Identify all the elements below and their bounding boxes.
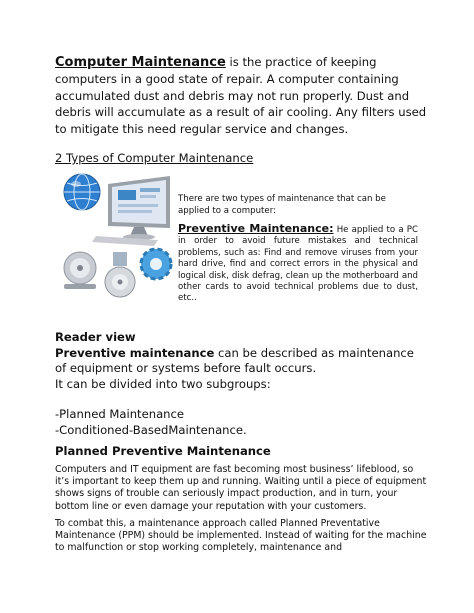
intro-text: is the practice of keeping computers in a good state of repair. A computer containing accumulated dust and debris may not run properly. Dust and debris will accumulate as a result of air cooling. Any filters used to mitigate this need regular service and changes.	[55, 55, 427, 136]
maintenance-illustration	[58, 170, 178, 302]
preventive-definition-term: Preventive maintenance	[55, 345, 215, 360]
subgroup-item: -Planned Maintenance	[55, 407, 185, 422]
types-heading: 2 Types of Computer Maintenance	[55, 151, 254, 165]
preventive-term: Preventive Maintenance:	[178, 222, 334, 235]
monitor-icon	[92, 176, 170, 246]
preventive-description: He applied to a PC in order to avoid future mistakes and technical problems, such as: Find and remove viruses from your hard drive, find and correct errors in the physical and logical disk, disk defrag, clean up the motherboard and other cards to avoid technical problems due to dust, etc..	[178, 225, 418, 304]
globe-icon	[64, 174, 100, 210]
planned-heading: Planned Preventive Maintenance	[55, 444, 271, 458]
body-paragraph: Computers and IT equipment are fast becoming most business’ lifeblood, so it’s important to keep them up and running. Waiting until a piece of equipment shows signs of trouble can seriously impact production, and in turn, your bottom line or even damage your reputation with your customers.	[55, 464, 427, 512]
preventive-maintenance-block	[178, 223, 418, 305]
preventive-definition	[55, 346, 427, 377]
types-lead-text: There are two types of maintenance that can be applied to a computer:	[178, 194, 386, 216]
disc-icon	[64, 252, 96, 289]
preventive-definition-text: can be described as maintenance of equipment or systems before fault occurs.	[55, 345, 414, 376]
subgroups-intro: It can be divided into two subgroups:	[55, 376, 271, 391]
subgroup-item: -Conditioned-BasedMaintenance.	[55, 422, 247, 437]
intro-term: Computer Maintenance	[55, 55, 226, 70]
reader-view-section	[55, 330, 427, 439]
disc-icon	[105, 252, 135, 297]
gear-icon	[141, 249, 171, 279]
body-paragraph: To combat this, a maintenance approach called Planned Preventative Maintenance (PPM) should be implemented. Instead of waiting for the machine to malfunction or stop working completely, maintenance and	[55, 518, 427, 554]
reader-view-heading: Reader view	[55, 330, 136, 344]
intro-paragraph	[55, 54, 427, 137]
